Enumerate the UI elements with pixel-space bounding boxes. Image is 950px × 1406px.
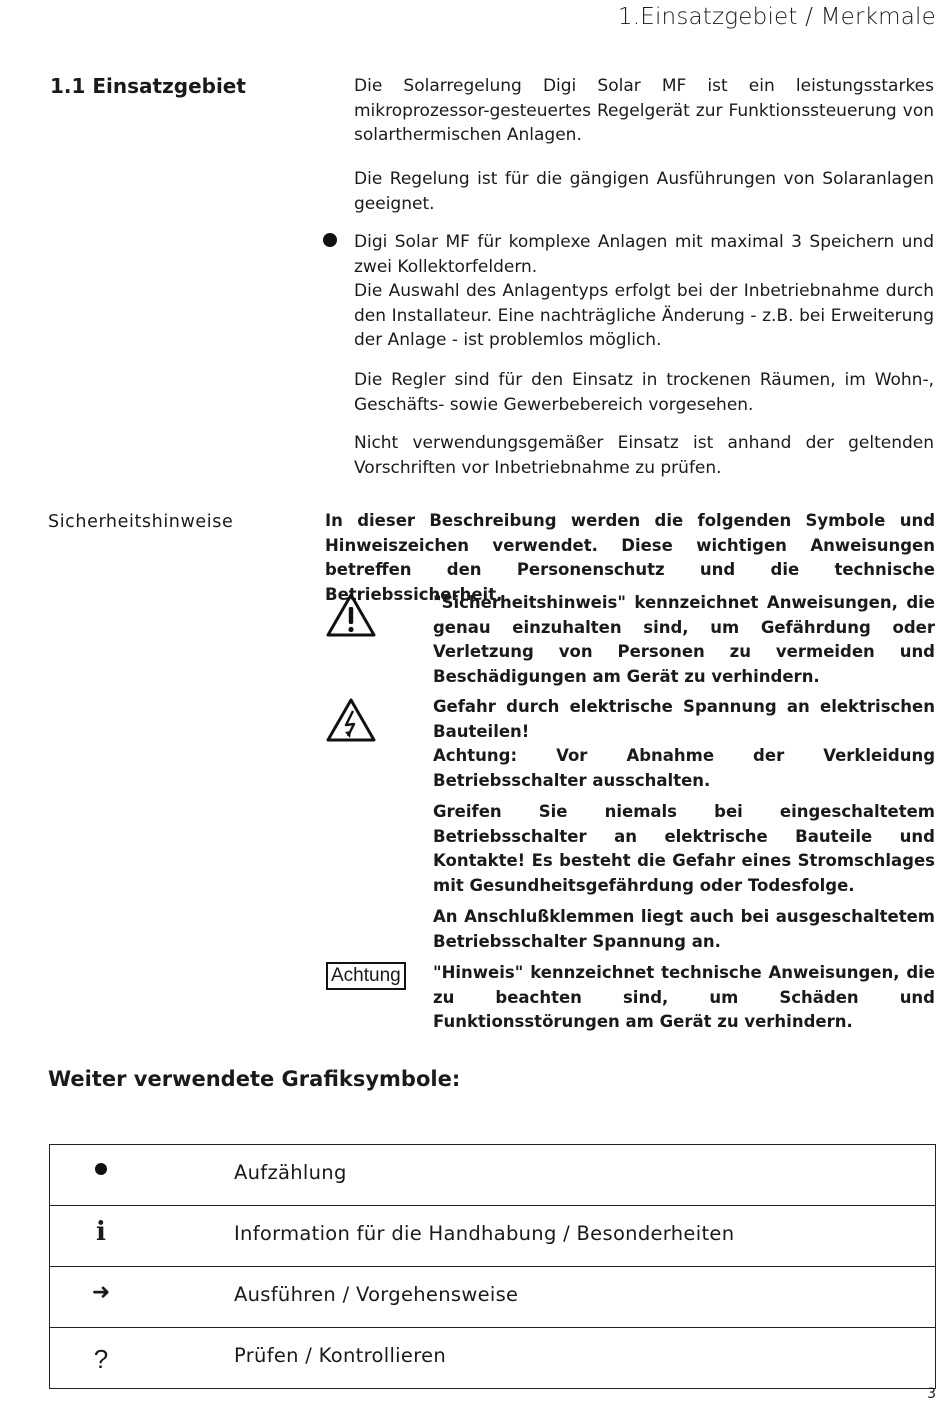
hint-text: "Hinweis" kennzeichnet technische Anweisungen, die zu beachten sind, um Schäden und Funktionsstörungen am Gerät zu verhindern.	[433, 963, 935, 1032]
electric-text-3: Greifen Sie niemals bei eingeschaltetem Betriebsschalter an elektrische Bauteile und Kontakte! Es besteht die Gefahr eines Stromschlages mit Gesundheitsgefährdung oder Todesfolge.	[433, 802, 935, 895]
symbols-table	[49, 1144, 936, 1389]
achtung-label-box: Achtung	[326, 962, 406, 990]
intro-paragraph-2: Die Regelung ist für die gängigen Ausführungen von Solaranlagen geeignet.	[354, 169, 934, 214]
symbol-description: Aufzählung	[234, 1161, 347, 1184]
intro-paragraph-1: Die Solarregelung Digi Solar MF ist ein leistungsstarkes mikroprozessor-gesteuertes Regelgerät zur Funktionssteuerung von solarthermischen Anlagen.	[354, 76, 934, 145]
safety-intro: In dieser Beschreibung werden die folgenden Symbole und Hinweiszeichen verwendet. Diese wichtigen Anweisungen betreffen den Personenschutz und die technische Betriebssicherheit.	[325, 511, 935, 604]
bullet-icon	[86, 1145, 116, 1205]
symbols-heading: Weiter verwendete Grafiksymbole:	[48, 1067, 461, 1091]
symbol-description: Prüfen / Kontrollieren	[234, 1344, 447, 1367]
arrow-right-icon: ➜	[91, 1279, 111, 1305]
page-number: 3	[927, 1386, 936, 1402]
electric-text-4: An Anschlußklemmen liegt auch bei ausgeschaltetem Betriebsschalter Spannung an.	[433, 907, 935, 951]
electric-text-1: Gefahr durch elektrische Spannung an elektrischen Bauteilen!	[433, 697, 935, 741]
section-title: 1.1 Einsatzgebiet	[50, 74, 246, 98]
table-row	[50, 1328, 935, 1388]
bullet-icon	[323, 233, 337, 247]
safety-label: Sicherheitshinweise	[48, 512, 234, 532]
info-icon: i	[96, 1217, 106, 1247]
intro-paragraph-4: Nicht verwendungsgemäßer Einsatz ist anhand der geltenden Vorschriften vor Inbetriebnahme zu prüfen.	[354, 433, 934, 478]
warning-icon	[325, 592, 377, 642]
table-row	[50, 1145, 935, 1206]
question-icon: ?	[93, 1343, 109, 1374]
bullet-paragraph-line1: Digi Solar MF für komplexe Anlagen mit maximal 3 Speichern und zwei Kollektorfeldern.	[354, 232, 934, 277]
table-row	[50, 1267, 935, 1328]
bullet-paragraph-line2: Die Auswahl des Anlagentyps erfolgt bei der Inbetriebnahme durch den Installateur. Eine nachträgliche Änderung - z.B. bei Erweiterung der Anlage - ist problemlos möglich.	[354, 281, 934, 350]
symbol-description: Information für die Handhabung / Besonderheiten	[234, 1222, 735, 1245]
warning-text: "Sicherheitshinweis" kennzeichnet Anweisungen, die genau einzuhalten sind, um Gefährdung oder Verletzung von Personen zu vermeiden und Beschädigungen am Gerät zu verhindern.	[433, 593, 935, 686]
symbol-description: Ausführen / Vorgehensweise	[234, 1283, 519, 1306]
intro-paragraph-3: Die Regler sind für den Einsatz in trockenen Räumen, im Wohn-, Geschäfts- sowie Gewerbebereich vorgesehen.	[354, 370, 934, 415]
electric-text-2: Achtung: Vor Abnahme der Verkleidung Betriebsschalter ausschalten.	[433, 746, 935, 790]
electric-hazard-icon	[325, 697, 377, 747]
table-row	[50, 1206, 935, 1267]
page-header-title: 1.Einsatzgebiet / Merkmale	[617, 4, 936, 30]
